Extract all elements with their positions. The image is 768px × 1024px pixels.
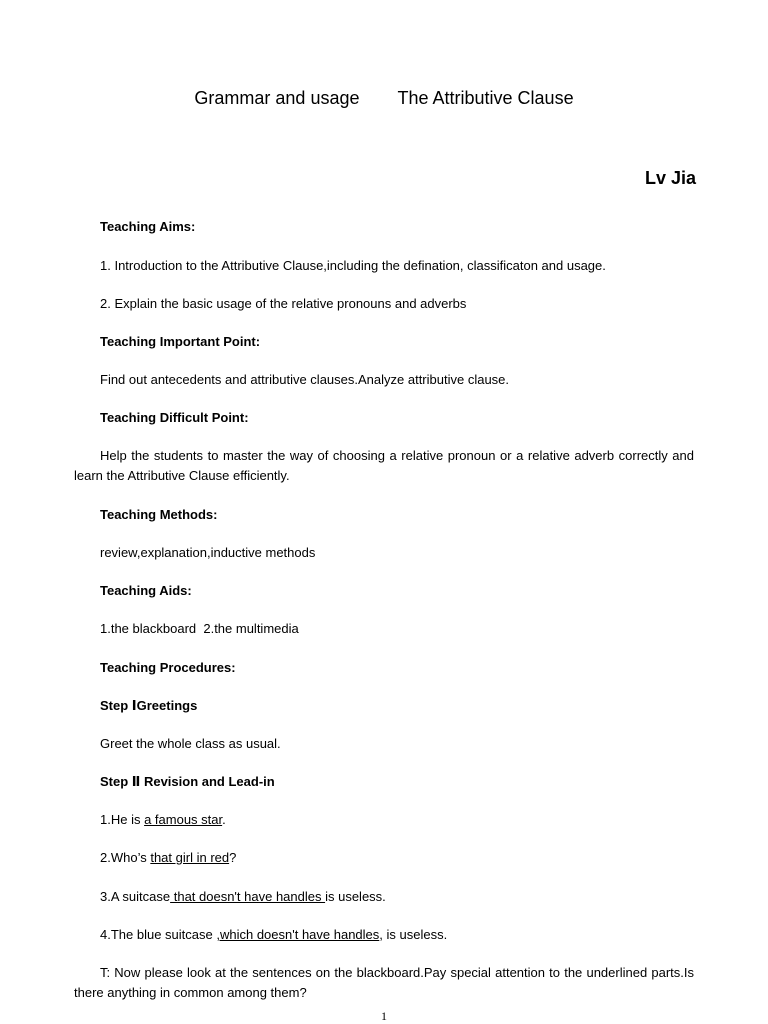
title-topic: Grammar and usage [194, 88, 360, 108]
important-point-text: Find out antecedents and attributive clauses.Analyze attributive clause. [100, 372, 510, 387]
example-sentence-4 [100, 927, 447, 942]
difficult-point-text: Help the students to master the way of choosing a relative pronoun or a relative adverb correctly and learn the Attributive Clause efficiently. [74, 448, 694, 483]
example-sentence-3 [100, 889, 386, 904]
title-lesson: The Attributive Clause [397, 88, 574, 108]
teacher-prompt-text: T: Now please look at the sentences on the blackboard.Pay special attention to the underlined parts.Is there anything in common among them? [74, 965, 694, 1000]
heading-teaching-aids: Teaching Aids: [100, 583, 192, 598]
heading-teaching-procedures: Teaching Procedures: [100, 660, 236, 675]
example-2-end: ? [229, 850, 237, 865]
heading-difficult-point: Teaching Difficult Point: [100, 410, 249, 425]
example-sentence-1 [100, 812, 226, 827]
example-1-end: . [222, 812, 226, 827]
example-1-start: 1.He is [100, 812, 145, 827]
heading-teaching-methods: Teaching Methods: [100, 507, 218, 522]
example-sentence-2 [100, 850, 236, 865]
example-3-underlined: that doesn't have handles [170, 889, 326, 904]
document-title [0, 88, 768, 109]
aim-item-1: 1. Introduction to the Attributive Clause,including the defination, classificaton and usage. [100, 258, 606, 273]
example-3-start: 3.A suitcase [100, 889, 171, 904]
teaching-methods-text: review,explanation,inductive methods [100, 545, 316, 560]
teaching-aids-text: 1.the blackboard 2.the multimedia [100, 621, 299, 636]
heading-important-point: Teaching Important Point: [100, 334, 261, 349]
example-2-start: 2.Who’s [100, 850, 151, 865]
example-3-end: is useless. [325, 889, 386, 904]
example-4-start: 4.The blue suitcase [100, 927, 217, 942]
heading-step-2: Step Ⅱ Revision and Lead-in [100, 774, 275, 789]
step-1-text: Greet the whole class as usual. [100, 736, 281, 751]
heading-step-1: Step ⅠGreetings [100, 698, 198, 713]
example-4-underlined: ,which doesn't have handles [216, 927, 380, 942]
author-name: Lv Jia [644, 168, 696, 188]
heading-teaching-aims: Teaching Aims: [100, 219, 196, 234]
page-number: 1 [381, 1009, 387, 1023]
example-1-underlined: a famous star [144, 812, 223, 827]
aim-item-2: 2. Explain the basic usage of the relative pronouns and adverbs [100, 296, 467, 311]
example-2-underlined: that girl in red [150, 850, 230, 865]
example-4-end: , is useless. [379, 927, 448, 942]
